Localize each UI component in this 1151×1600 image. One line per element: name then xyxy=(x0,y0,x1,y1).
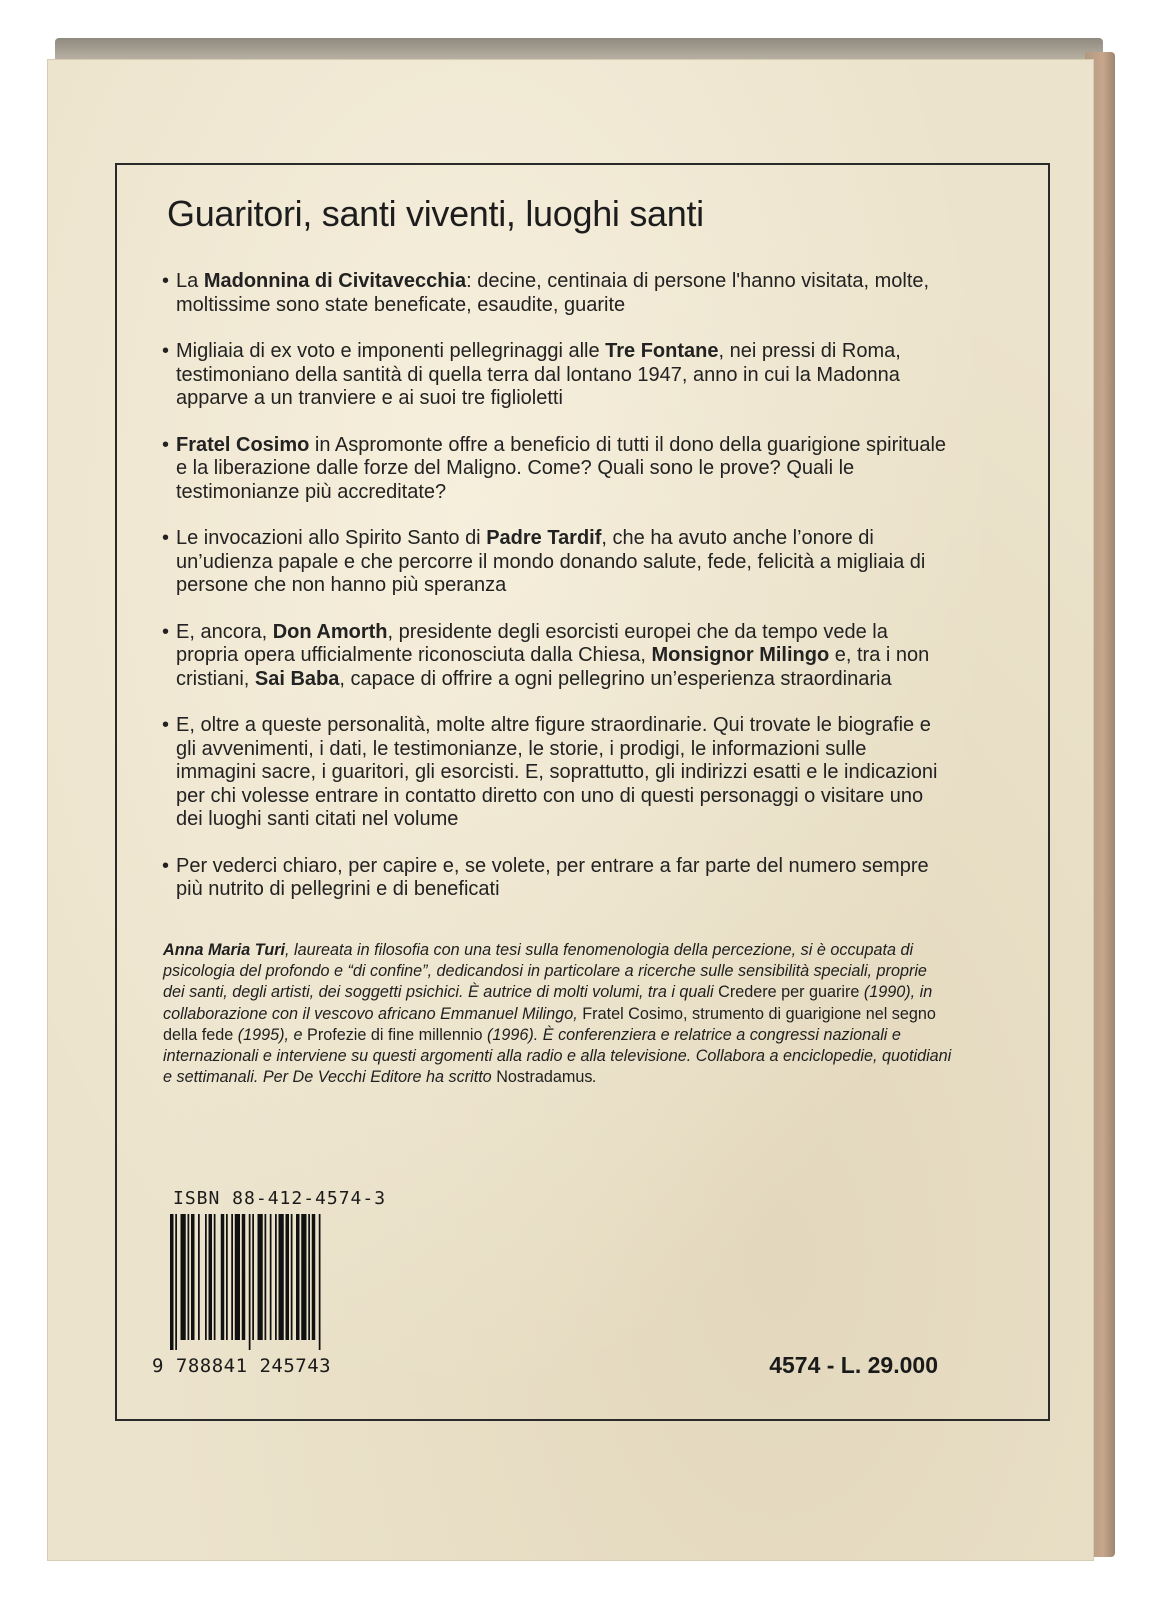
bullet-item-padre-tardif: • Le invocazioni allo Spirito Santo di Padre Tardif, che ha avuto anche l’onore di un’udienza papale e che percorre il mondo donando salute, fede, felicità a migliaia di persone che non hanno più speranza xyxy=(160,527,950,598)
barcode-number: 9 788841 245743 xyxy=(152,1355,332,1377)
cover-title: Guaritori, santi viventi, luoghi santi xyxy=(167,193,704,234)
bullet-item-tre-fontane: • Migliaia di ex voto e imponenti pellegrinaggi alle Tre Fontane, nei pressi di Roma, testimoniano della santità di quella terra dal lontano 1947, anno in cui la Madonna apparve a un tranviere e ai suoi tre figlioletti xyxy=(160,340,950,411)
bullet-item-fratel-cosimo: • Fratel Cosimo in Aspromonte offre a beneficio di tutti il dono della guarigione spirituale e la liberazione dalle forze del Maligno. Come? Quali sono le prove? Quali le testimonianze più accreditate? xyxy=(160,434,950,505)
bullet-list xyxy=(160,270,950,925)
bullet-item-don-amorth: • E, ancora, Don Amorth, presidente degli esorcisti europei che da tempo vede la propria opera ufficialmente riconosciuta dalla Chiesa, Monsignor Milingo e, tra i non cristiani, Sai Baba, capace di offrire a ogni pellegrino un’esperienza straordinaria xyxy=(160,621,950,692)
price-label: 4574 - L. 29.000 xyxy=(769,1352,938,1378)
bullet-item-vederci-chiaro: • Per vederci chiaro, per capire e, se volete, per entrare a far parte del numero sempre più nutrito di pellegrini e di beneficati xyxy=(160,855,950,902)
author-bio: Anna Maria Turi, laureata in filosofia con una tesi sulla fenomenologia della percezione, si è occupata di psicologia del profondo e “di confine”, dedicandosi in particolare a ricerche sulle sensibilità speciali, proprie dei santi, degli artisti, dei soggetti psichici. È autrice di molti volumi, tra i quali Credere per guarire (1990), in collaborazione con il vescovo africano Emmanuel Milingo, Fratel Cosimo, strumento di guarigione nel segno della fede (1995), e Profezie di fine millennio (1996). È conferenziera e relatrice a congressi nazionali e internazionali e interviene su questi argomenti alla radio e alla televisione. Collabora a enciclopedie, quotidiani e settimanali. Per De Vecchi Editore ha scritto Nostradamus. xyxy=(163,941,952,1087)
bullet-item-figure-straordinarie: • E, oltre a queste personalità, molte altre figure straordinarie. Qui trovate le biografie e gli avvenimenti, i dati, le testimonianze, le storie, i prodigi, le informazioni sulle immagini sacre, i guaritori, gli esorcisti. E, soprattutto, gli indirizzi esatti e le indicazioni per chi volesse entrare in contatto diretto con uno di questi personaggi o visitare uno dei luoghi santi citati nel volume xyxy=(160,714,950,832)
isbn-label: ISBN 88-412-4574-3 xyxy=(173,1188,387,1209)
barcode-icon xyxy=(170,1214,365,1350)
bullet-item-madonnina: • La Madonnina di Civitavecchia: decine, centinaia di persone l'hanno visitata, molte, moltissime sono state beneficate, esaudite, guarite xyxy=(160,270,950,317)
